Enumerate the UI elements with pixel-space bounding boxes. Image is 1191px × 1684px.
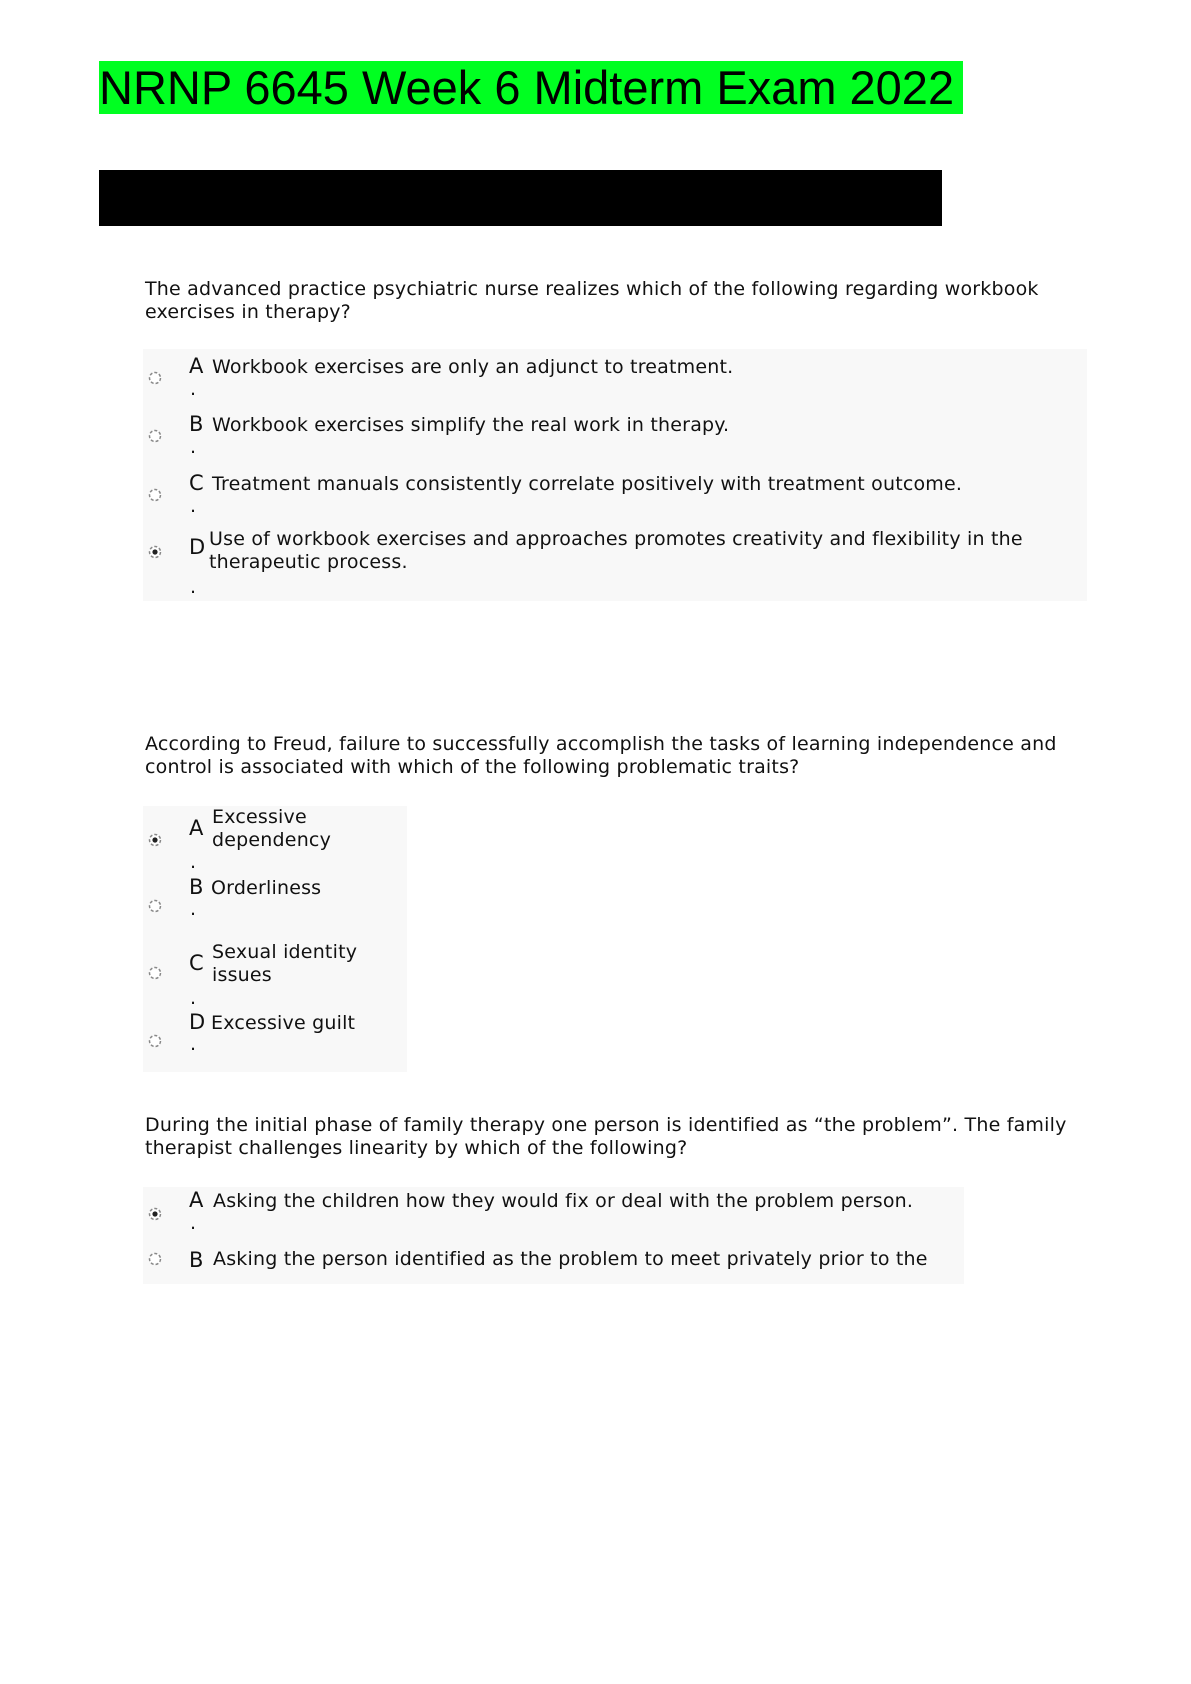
radio-selected-icon[interactable] [148,545,162,559]
radio-unselected-icon[interactable] [148,1034,162,1048]
question-2-options: A . Excessive dependency B . Orderliness C . Sexual identity issues D . Excessive guilt [143,806,407,1072]
redaction-bar [99,170,942,226]
question-2-text: According to Freud, failure to successfully accomplish the tasks of learning independence and control is associated with which of the following problematic traits? [145,733,1057,778]
question-3-options: A . Asking the children how they would fix or deal with the problem person. B Asking the person identified as the problem to meet privately prior to the [143,1187,964,1284]
radio-unselected-icon[interactable] [148,1252,162,1266]
question-1-options: A . Workbook exercises are only an adjunct to treatment. B . Workbook exercises simplify the real work in therapy. C . Treatment manuals consistently correlate positively with treatment outcome. D . Use of workbook exercises and approaches promotes creativity and flexibility in the therapeutic process. [143,349,1087,601]
question-3-text: During the initial phase of family therapy one person is identified as “the problem”. The family therapist challenges linearity by which of the following? [145,1114,1067,1159]
radio-unselected-icon[interactable] [148,899,162,913]
radio-unselected-icon[interactable] [148,371,162,385]
radio-unselected-icon[interactable] [148,966,162,980]
radio-selected-icon[interactable] [148,833,162,847]
radio-unselected-icon[interactable] [148,488,162,502]
question-1-text: The advanced practice psychiatric nurse realizes which of the following regarding workbook exercises in therapy? [145,278,1039,323]
radio-selected-icon[interactable] [148,1207,162,1221]
radio-unselected-icon[interactable] [148,429,162,443]
document-title: NRNP 6645 Week 6 Midterm Exam 2022 [99,61,963,114]
